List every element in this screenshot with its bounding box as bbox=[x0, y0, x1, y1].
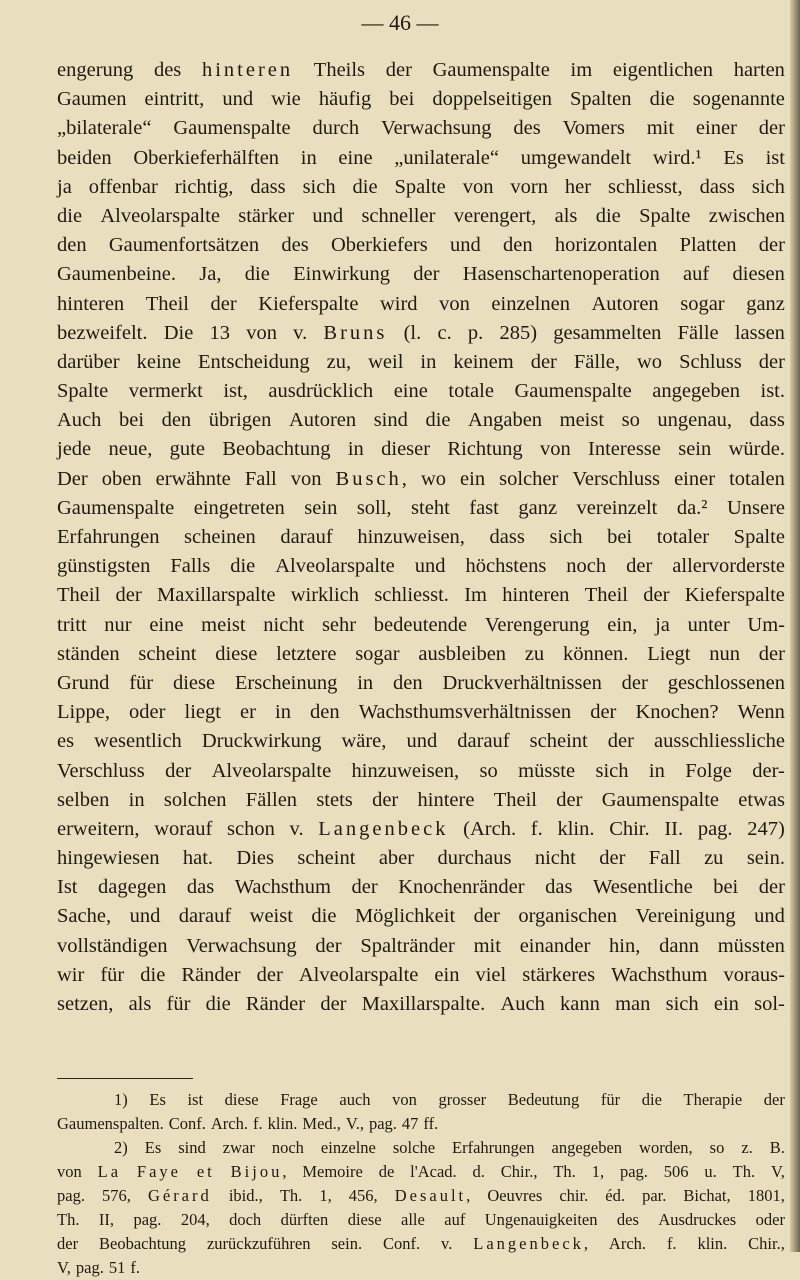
body-line: Gaumen eintritt, und wie häufig bei doppelseitigen Spalten die sogenannte bbox=[57, 88, 785, 111]
body-line: Grund für diese Erscheinung in den Druckverhältnissen der geschlossenen bbox=[57, 671, 785, 694]
body-line: den Gaumenfortsätzen des Oberkiefers und den horizontalen Platten der bbox=[57, 234, 785, 257]
body-line: hingewiesen hat. Dies scheint aber durchaus nicht der Fall zu sein. bbox=[57, 847, 785, 870]
body-line: erweitern, worauf schon v. Langenbeck (Arch. f. klin. Chir. II. pag. 247) bbox=[57, 817, 785, 840]
footnote-line: der Beobachtung zurückzuführen sein. Conf. v. Langenbeck, Arch. f. klin. Chir., bbox=[57, 1234, 785, 1253]
body-line: die Alveolarspalte stärker und schneller verengert, als die Spalte zwischen bbox=[57, 204, 785, 227]
footnote-line: 2) Es sind zwar noch einzelne solche Erfahrungen angegeben worden, so z. B. bbox=[114, 1138, 785, 1157]
body-line: Theil der Maxillarspalte wirklich schliesst. Im hinteren Theil der Kieferspalte bbox=[57, 584, 785, 607]
body-line: ja offenbar richtig, dass sich die Spalte von vorn her schliesst, dass sich bbox=[57, 175, 785, 198]
body-line: Verschluss der Alveolarspalte hinzuweisen, so müsste sich in Folge der- bbox=[57, 759, 785, 782]
footnote-line: 1) Es ist diese Frage auch von grosser Bedeutung für die Therapie der bbox=[114, 1090, 785, 1109]
body-line: Gaumenspalte eingetreten sein soll, steht fast ganz vereinzelt da.² Unsere bbox=[57, 496, 785, 519]
body-line: Ist dagegen das Wachsthum der Knochenränder das Wesentliche bei der bbox=[57, 876, 785, 899]
body-line: jede neue, gute Beobachtung in dieser Richtung von Interesse sein würde. bbox=[57, 438, 785, 461]
page-number: — 46 — bbox=[361, 10, 439, 35]
body-line: „bilaterale“ Gaumenspalte durch Verwachsung des Vomers mit einer der bbox=[57, 117, 785, 140]
body-line: günstigsten Falls die Alveolarspalte und höchstens noch der allervorderste bbox=[57, 555, 785, 578]
body-line: darüber keine Entscheidung zu, weil in keinem der Fälle, wo Schluss der bbox=[57, 350, 785, 373]
footnote-line: pag. 576, Gérard ibid., Th. 1, 456, Desault, Oeuvres chir. éd. par. Bichat, 1801, bbox=[57, 1186, 785, 1205]
footnotes bbox=[57, 1088, 785, 1280]
footnote-line: Th. II, pag. 204, doch dürften diese alle auf Ungenauigkeiten des Ausdruckes oder bbox=[57, 1210, 785, 1229]
body-line: setzen, als für die Ränder der Maxillarspalte. Auch kann man sich ein sol- bbox=[57, 993, 785, 1015]
body-line: vollständigen Verwachsung der Spaltränder mit einander hin, dann müssten bbox=[57, 934, 785, 957]
footnote-line: V, pag. 51 f. bbox=[57, 1258, 140, 1277]
body-line: ständen scheint diese letztere sogar ausbleiben zu können. Liegt nun der bbox=[57, 642, 785, 665]
body-line: Lippe, oder liegt er in den Wachsthumsverhältnissen der Knochen? Wenn bbox=[57, 701, 785, 724]
body-line: Gaumenbeine. Ja, die Einwirkung der Hasenschartenoperation auf diesen bbox=[57, 263, 785, 286]
body-line: bezweifelt. Die 13 von v. Bruns (l. c. p. 285) gesammelten Fälle lassen bbox=[57, 321, 785, 344]
body-line: engerung des hinteren Theils der Gaumenspalte im eigentlichen harten bbox=[57, 59, 785, 81]
body-line: Auch bei den übrigen Autoren sind die Angaben meist so ungenau, dass bbox=[57, 409, 785, 432]
body-line: wir für die Ränder der Alveolarspalte ein viel stärkeres Wachsthum voraus- bbox=[57, 963, 785, 986]
body-line: Sache, und darauf weist die Möglichkeit der organischen Vereinigung und bbox=[57, 905, 785, 928]
body-line: selben in solchen Fällen stets der hintere Theil der Gaumenspalte etwas bbox=[57, 788, 785, 811]
footnote-line: von La Faye et Bijou, Memoire de l'Acad. d. Chir., Th. 1, pag. 506 u. Th. V, bbox=[57, 1162, 785, 1181]
body-line: Der oben erwähnte Fall von Busch, wo ein solcher Verschluss einer totalen bbox=[57, 467, 785, 490]
body-line: Spalte vermerkt ist, ausdrücklich eine totale Gaumenspalte angegeben ist. bbox=[57, 380, 785, 403]
body-text bbox=[57, 56, 785, 1019]
body-line: tritt nur eine meist nicht sehr bedeutende Verengerung ein, ja unter Um- bbox=[57, 613, 785, 636]
page-edge bbox=[790, 0, 800, 1252]
body-line: Erfahrungen scheinen darauf hinzuweisen, dass sich bei totaler Spalte bbox=[57, 526, 785, 548]
footnote-line: Gaumenspalten. Conf. Arch. f. klin. Med., V., pag. 47 ff. bbox=[57, 1114, 439, 1133]
body-line: beiden Oberkieferhälften in eine „unilaterale“ umgewandelt wird.¹ Es ist bbox=[57, 146, 785, 169]
body-line: hinteren Theil der Kieferspalte wird von einzelnen Autoren sogar ganz bbox=[57, 292, 785, 315]
body-line: es wesentlich Druckwirkung wäre, und darauf scheint der ausschliessliche bbox=[57, 730, 785, 753]
footnote-divider bbox=[57, 1078, 193, 1079]
